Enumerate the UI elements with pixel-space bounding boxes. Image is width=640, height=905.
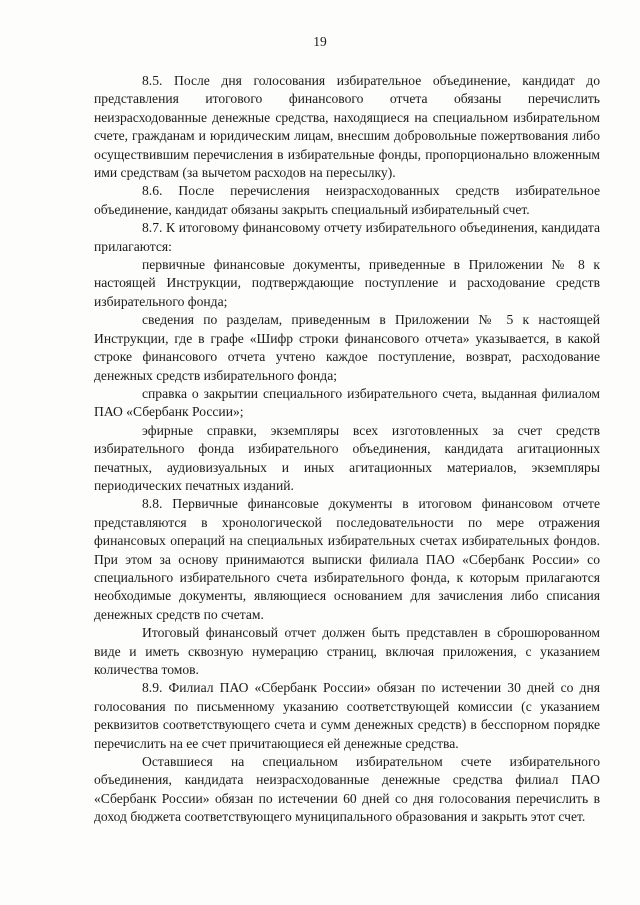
paragraph-8-9: 8.9. Филиал ПАО «Сбербанк России» обязан по истечении 30 дней со дня голосования по письменному указанию соответствующей комиссии (с указанием реквизитов соответствующего счета и сумм денежных средств) в бесспорном порядке перечислить на ее счет причитающиеся ей денежные средства. <box>94 680 600 751</box>
paragraph-8-8: 8.8. Первичные финансовые документы в итоговом финансовом отчете представляются в хронологической последовательности по мере отражения финансовых операций на специальных избирательных счетах избирательных фондов. При этом за основу принимаются выписки филиала ПАО «Сбербанк России» со специального избирательного счета избирательного фонда, к которым прилагаются необходимые документы, являющиеся основанием для зачисления либо списания денежных средств по счетам. <box>94 496 600 622</box>
paragraph-closure-certificate: справка о закрытии специального избирательного счета, выданная филиалом ПАО «Сбербанк России»; <box>94 385 600 420</box>
document-body <box>94 72 600 827</box>
paragraph-remaining-funds: Оставшиеся на специальном избирательном счете избирательного объединения, кандидата неизрасходованные денежные средства филиал ПАО «Сбербанк России» обязан по истечении 60 дней со дня голосования перечислить в доход бюджета соответствующего муниципального образования и закрыть этот счет. <box>94 754 600 825</box>
paragraph-8-6: 8.6. После перечисления неизрасходованных средств избирательное объединение, кандидат обязаны закрыть специальный избирательный счет. <box>94 183 600 217</box>
paragraph-8-7: 8.7. К итоговому финансовому отчету избирательного объединения, кандидата прилагаются: <box>94 220 600 254</box>
paragraph-report-binding: Итоговый финансовый отчет должен быть представлен в сброшюрованном виде и иметь сквозную нумерацию страниц, включая приложения, с указанием количества томов. <box>94 625 600 677</box>
paragraph-primary-documents: первичные финансовые документы, приведенные в Приложении № 8 к настоящей Инструкции, подтверждающие поступление и расходование средств избирательного фонда; <box>94 257 600 309</box>
page-number: 19 <box>313 34 327 49</box>
paragraph-8-5: 8.5. После дня голосования избирательное объединение, кандидат до представления итогового финансового отчета обязаны перечислить неизрасходованные денежные средства, находящиеся на специальном избирательном счете, гражданам и юридическим лицам, внесшим добровольные пожертвования либо осуществившим перечисления в избирательные фонды, пропорционально вложенным ими средствам (за вычетом расходов на пересылку). <box>94 73 600 181</box>
paragraph-section-info: сведения по разделам, приведенным в Приложении № 5 к настоящей Инструкции, где в графе «Шифр строки финансового отчета» указывается, в какой строке финансового отчета учтено каждое поступление, возврат, расходование денежных средств избирательного фонда; <box>94 312 600 383</box>
paragraph-broadcast-certificates: эфирные справки, экземпляры всех изготовленных за счет средств избирательного фонда избирательного объединения, кандидата агитационных печатных, аудиовизуальных и иных агитационных материалов, экземпляры периодических печатных изданий. <box>94 422 600 493</box>
